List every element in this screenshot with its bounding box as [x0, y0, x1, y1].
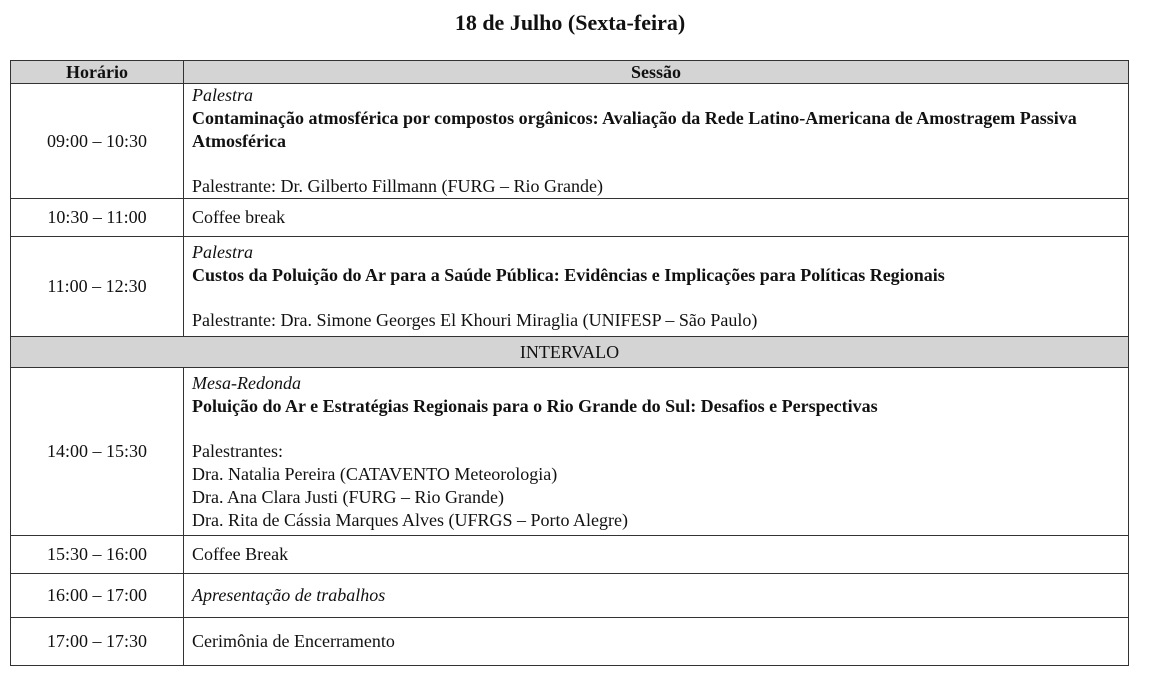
- session-cell: Coffee break: [184, 199, 1129, 237]
- time-cell: 17:00 – 17:30: [11, 618, 184, 666]
- session-type: Mesa-Redonda: [192, 372, 301, 393]
- table-row: [11, 536, 1129, 574]
- session-cell: Apresentação de trabalhos: [184, 574, 1129, 618]
- table-row: [11, 574, 1129, 618]
- session-title: Poluição do Ar e Estratégias Regionais para o Rio Grande do Sul: Desafios e Perspectivas: [192, 395, 878, 416]
- speakers-label: Palestrantes:: [192, 440, 283, 461]
- table-row: [11, 237, 1129, 337]
- session-title: Custos da Poluição do Ar para a Saúde Pública: Evidências e Implicações para Políticas Regionais: [192, 265, 945, 285]
- header-horario: Horário: [11, 61, 184, 84]
- time-cell: 09:00 – 10:30: [11, 84, 184, 199]
- time-cell: 16:00 – 17:00: [11, 574, 184, 618]
- table-row: [11, 84, 1129, 199]
- session-speaker: Palestrante: Dr. Gilberto Fillmann (FURG – Rio Grande): [192, 176, 603, 196]
- time-cell: 14:00 – 15:30: [11, 368, 184, 536]
- time-cell: 11:00 – 12:30: [11, 237, 184, 337]
- speaker-item: Dra. Ana Clara Justi (FURG – Rio Grande): [192, 486, 504, 507]
- session-title: Contaminação atmosférica por compostos orgânicos: Avaliação da Rede Latino-Americana de Amostragem Passiva Atmosférica: [192, 108, 1077, 151]
- interval-cell: INTERVALO: [11, 337, 1129, 368]
- table-header-row: [11, 61, 1129, 84]
- session-speaker: Palestrante: Dra. Simone Georges El Khouri Miraglia (UNIFESP – São Paulo): [192, 310, 758, 330]
- speaker-item: Dra. Natalia Pereira (CATAVENTO Meteorologia): [192, 463, 558, 484]
- table-row: [11, 199, 1129, 237]
- table-row: [11, 618, 1129, 666]
- session-cell: [184, 368, 1129, 536]
- speaker-item: Dra. Rita de Cássia Marques Alves (UFRGS – Porto Alegre): [192, 509, 628, 530]
- session-cell: [184, 84, 1129, 199]
- time-cell: 10:30 – 11:00: [11, 199, 184, 237]
- table-row: [11, 368, 1129, 536]
- session-cell: Coffee Break: [184, 536, 1129, 574]
- page-title: 18 de Julho (Sexta-feira): [454, 10, 686, 35]
- schedule-table: [10, 60, 1129, 666]
- time-cell: 15:30 – 16:00: [11, 536, 184, 574]
- session-type: Palestra: [192, 242, 253, 262]
- session-type: Palestra: [192, 85, 253, 105]
- session-cell: Cerimônia de Encerramento: [184, 618, 1129, 666]
- header-sessao: Sessão: [184, 61, 1129, 84]
- interval-row: [11, 337, 1129, 368]
- session-cell: [184, 237, 1129, 337]
